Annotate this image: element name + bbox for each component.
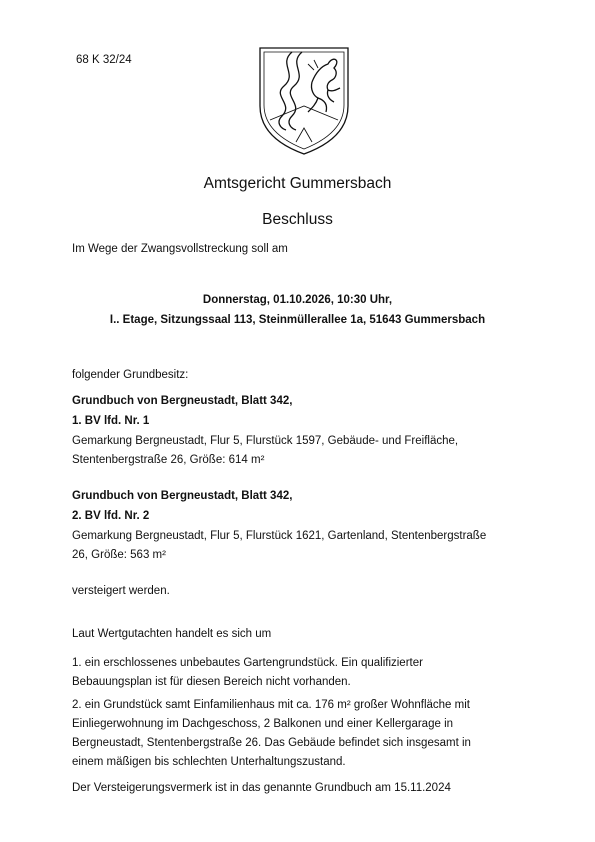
case-number: 68 K 32/24 — [76, 54, 132, 66]
property-label: folgender Grundbesitz: — [72, 369, 189, 381]
appointment-place: I.. Etage, Sitzungssaal 113, Steinmüllerallee 1a, 51643 Gummersbach — [109, 314, 486, 326]
property-description: Gemarkung Bergneustadt, Flur 5, Flurstück 1597, Gebäude- und Freifläche, — [72, 435, 459, 447]
auction-phrase: versteigert werden. — [72, 585, 170, 597]
appraisal-item: 1. ein erschlossenes unbebautes Gartengrundstück. Ein qualifizierter — [72, 657, 423, 669]
closing-text: Der Versteigerungsvermerk ist in das genannte Grundbuch am 15.11.2024 — [72, 782, 451, 794]
court-name: Amtsgericht Gummersbach — [203, 175, 392, 192]
property-description: 26, Größe: 563 m² — [72, 549, 166, 561]
appraisal-item: 2. ein Grundstück samt Einfamilienhaus mit ca. 176 m² großer Wohnfläche mit — [72, 699, 470, 711]
appraisal-item: Bergneustadt, Stentenbergstraße 26. Das Gebäude befindet sich insgesamt in — [72, 737, 471, 749]
appraisal-intro: Laut Wertgutachten handelt es sich um — [72, 628, 272, 640]
document-title: Beschluss — [262, 211, 333, 228]
appraisal-item: einem mäßigen bis schlechten Unterhaltungszustand. — [72, 756, 346, 768]
intro-text: Im Wege der Zwangsvollstreckung soll am — [72, 243, 288, 255]
property-description: Stentenbergstraße 26, Größe: 614 m² — [72, 454, 265, 466]
property-register: Grundbuch von Bergneustadt, Blatt 342, — [72, 490, 293, 502]
property-item: 1. BV lfd. Nr. 1 — [72, 415, 150, 427]
coat-of-arms-icon — [256, 42, 352, 156]
appointment-date: Donnerstag, 01.10.2026, 10:30 Uhr, — [202, 294, 393, 306]
appraisal-item: Einliegerwohnung im Dachgeschoss, 2 Balkonen und einer Kellergarage in — [72, 718, 454, 730]
property-register: Grundbuch von Bergneustadt, Blatt 342, — [72, 395, 293, 407]
property-description: Gemarkung Bergneustadt, Flur 5, Flurstück 1621, Gartenland, Stentenbergstraße — [72, 530, 487, 542]
appraisal-item: Bebauungsplan ist für diesen Bereich nicht vorhanden. — [72, 676, 351, 688]
property-item: 2. BV lfd. Nr. 2 — [72, 510, 150, 522]
